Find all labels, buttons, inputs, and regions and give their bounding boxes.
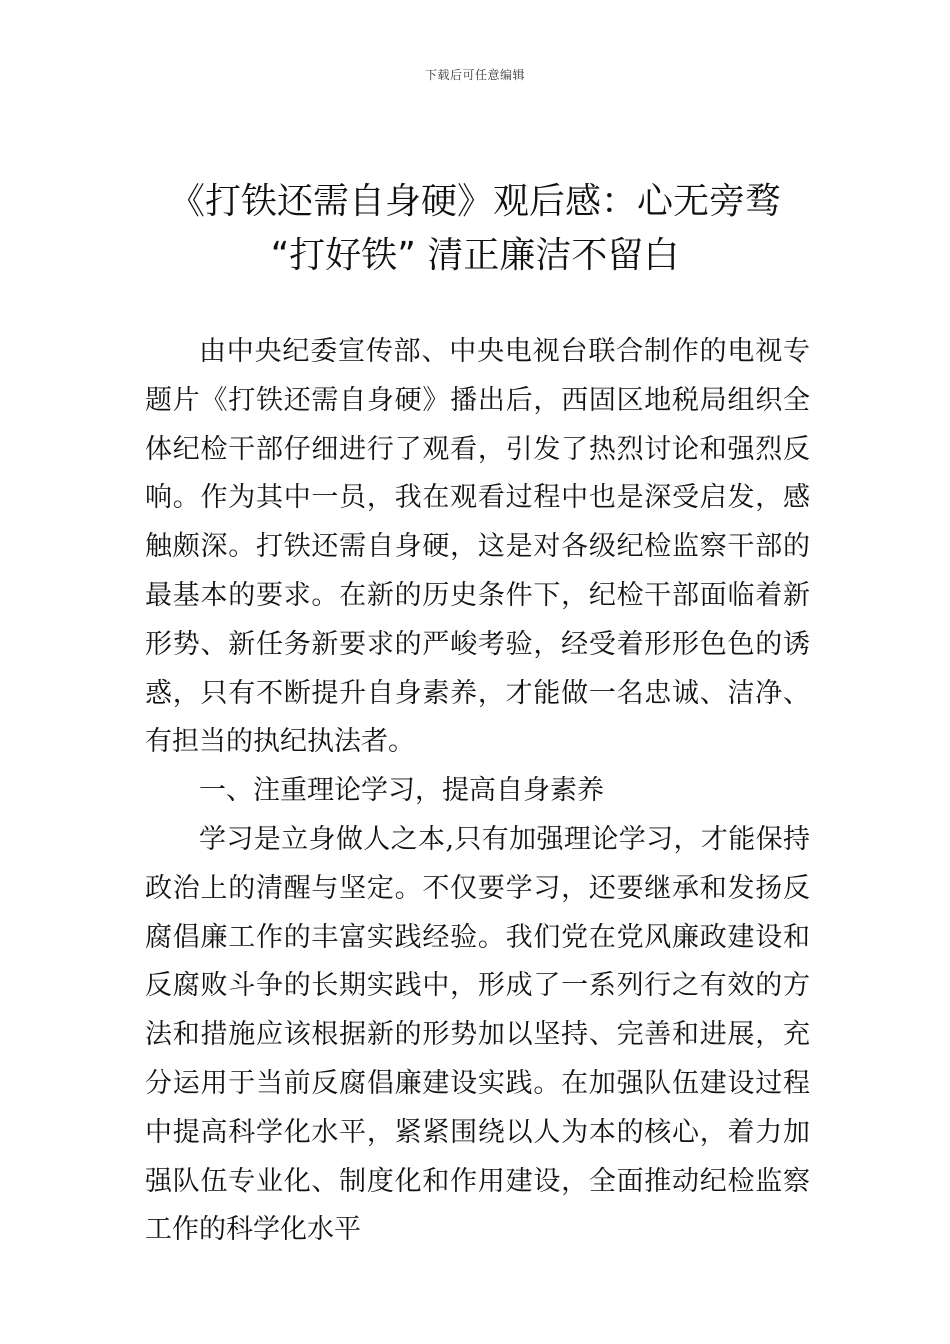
document-body bbox=[145, 328, 810, 1255]
document-title bbox=[120, 175, 830, 283]
section-heading: 一、注重理论学习，提高自身素养 bbox=[199, 775, 604, 807]
paragraph-intro: 由中央纪委宣传部、中央电视台联合制作的电视专题片《打铁还需自身硬》播出后，西固区地税局组织全体纪检干部仔细进行了观看，引发了热烈讨论和强烈反响。作为其中一员，我在观看过程中也是深受启发，感触颇深。打铁还需自身硬，这是对各级纪检监察干部的最基本的要求。在新的历史条件下，纪检干部面临着新形势、新任务新要求的严峻考验，经受着形形色色的诱惑，只有不断提升自身素养，才能做一名忠诚、洁净、有担当的执纪执法者。 bbox=[145, 336, 810, 758]
paragraph-study: 学习是立身做人之本,只有加强理论学习，才能保持政治上的清醒与坚定。不仅要学习，还要继承和发扬反腐倡廉工作的丰富实践经验。我们党在党风廉政建设和反腐败斗争的长期实践中，形成了一系列行之有效的方法和措施应该根据新的形势加以坚持、完善和进展，充分运用于当前反腐倡廉建设实践。在加强队伍建设过程中提高科学化水平，紧紧围绕以人为本的核心，着力加强队伍专业化、制度化和作用建设，全面推动纪检监察工作的科学化水平 bbox=[145, 823, 810, 1246]
title-line-1: 《打铁还需自身硬》观后感：心无旁骛 bbox=[168, 181, 781, 222]
header-note: 下载后可任意编辑 bbox=[424, 68, 525, 82]
title-line-2: “打好铁” 清正廉洁不留白 bbox=[270, 235, 680, 276]
